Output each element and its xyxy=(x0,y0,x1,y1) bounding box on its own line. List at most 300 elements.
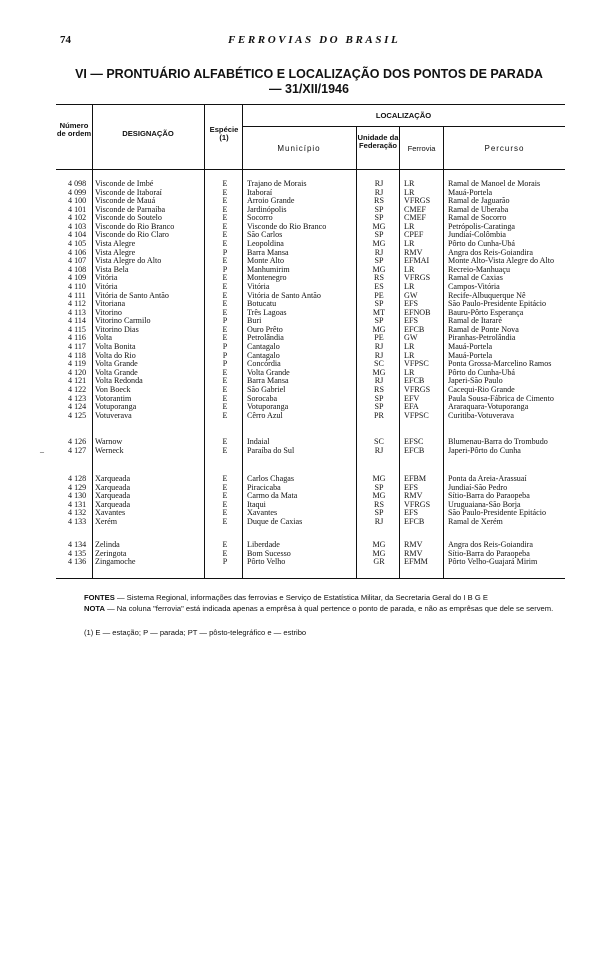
cell-percurso: Japeri-São Paulo xyxy=(448,376,503,386)
cell-uf: SP xyxy=(374,213,384,223)
cell-municipio: Visconde do Rio Branco xyxy=(247,221,327,231)
cell-ferrovia: EFA xyxy=(404,402,419,412)
cell-municipio: Vitória de Santo Antão xyxy=(247,290,321,300)
cell-municipio: Botucatu xyxy=(247,299,277,309)
cell-uf: MG xyxy=(372,221,386,231)
cell-percurso: Campos-Vitória xyxy=(448,281,500,291)
cell-especie: E xyxy=(222,333,228,343)
cell-uf: RJ xyxy=(374,187,384,197)
cell-especie: E xyxy=(222,367,228,377)
cell-municipio: Piracicaba xyxy=(247,482,281,492)
cell-designacao: Zeringota xyxy=(95,548,127,558)
cell-numero: 4 107 xyxy=(68,256,87,266)
cell-especie: E xyxy=(222,437,228,446)
table-row xyxy=(56,558,565,567)
cell-numero: 4 115 xyxy=(68,324,86,334)
cell-numero: 4 130 xyxy=(68,491,87,501)
cell-especie: E xyxy=(222,187,228,197)
cell-designacao: Xavantes xyxy=(95,508,126,518)
cell-designacao: Xarqueada xyxy=(95,474,131,483)
cell-uf: MG xyxy=(372,239,386,249)
cell-numero: 4 112 xyxy=(68,299,86,309)
section-title-line1: VI — PRONTUÁRIO ALFABÉTICO E LOCALIZAÇÃO DOS PONTOS DE PARADA xyxy=(75,67,543,81)
cell-especie: E xyxy=(222,393,228,403)
header-percurso: Percurso xyxy=(484,144,525,153)
cell-ferrovia: EFBM xyxy=(404,474,427,483)
cell-percurso: Bauru-Pôrto Esperança xyxy=(448,307,524,317)
cell-especie: P xyxy=(222,350,228,360)
cell-municipio: São Carlos xyxy=(247,230,283,240)
cell-percurso: Japeri-Pôrto do Cunha xyxy=(448,445,521,455)
cell-uf: RJ xyxy=(374,342,384,352)
cell-municipio: Barra Mansa xyxy=(247,376,289,386)
cell-percurso: Angra dos Reis-Goiandira xyxy=(448,247,533,257)
cell-municipio: Leopoldina xyxy=(247,239,284,249)
cell-uf: MG xyxy=(372,324,386,334)
cell-designacao: Vitória xyxy=(95,281,118,291)
cell-ferrovia: LR xyxy=(404,221,415,231)
cell-uf: MG xyxy=(372,264,386,274)
cell-numero: 4 131 xyxy=(68,499,87,509)
cell-ferrovia: CMEF xyxy=(404,213,427,223)
cell-municipio: Votuporanga xyxy=(247,402,289,412)
cell-uf: ES xyxy=(374,281,384,291)
cell-municipio: Carmo da Mata xyxy=(247,491,298,501)
cell-designacao: Vista Alegre xyxy=(95,239,136,249)
cell-uf: RJ xyxy=(374,350,384,360)
cell-designacao: Vista Alegre do Alto xyxy=(95,256,162,266)
cell-ferrovia: RMV xyxy=(404,491,423,501)
cell-municipio: Monte Alto xyxy=(247,256,285,266)
cell-numero: 4 120 xyxy=(68,367,87,377)
cell-municipio: Itaqui xyxy=(247,499,266,509)
note-legend: (1) E — estação; P — parada; PT — pôsto-telegráfico e — estribo xyxy=(84,628,307,637)
cell-ferrovia: RMV xyxy=(404,548,423,558)
cell-ferrovia: EFS xyxy=(404,508,418,518)
cell-municipio: Indaial xyxy=(247,437,270,446)
cell-municipio: Socorro xyxy=(247,213,273,223)
cell-uf: RS xyxy=(374,196,384,206)
cell-uf: RJ xyxy=(374,376,384,386)
cell-percurso: Ramal de Manoel de Morais xyxy=(448,179,541,188)
cell-percurso: Pôrto do Cunha-Ubá xyxy=(448,367,515,377)
cell-percurso: Mauá-Portela xyxy=(448,342,493,352)
cell-designacao: Visconde do Soutelo xyxy=(95,213,162,223)
cell-uf: MG xyxy=(372,367,386,377)
cell-ferrovia: EFS xyxy=(404,299,418,309)
cell-percurso: Piranhas-Petrolândia xyxy=(448,333,516,343)
cell-numero: 4 129 xyxy=(68,482,87,492)
cell-percurso: Araraquara-Votuporanga xyxy=(448,402,529,412)
cell-percurso: Petrópolis-Caratinga xyxy=(448,221,515,231)
table-bottom-rule xyxy=(56,578,565,579)
cell-numero: 4 106 xyxy=(68,247,87,257)
cell-municipio: Xavantes xyxy=(247,508,278,518)
cell-percurso: Angra dos Reis-Goiandira xyxy=(448,540,533,549)
cell-designacao: Werneck xyxy=(95,445,124,455)
cell-percurso: Sítio-Barra do Paraopeba xyxy=(448,548,530,558)
cell-especie: E xyxy=(222,299,228,309)
cell-especie: E xyxy=(222,384,228,394)
cell-uf: SP xyxy=(374,316,384,326)
cell-municipio: Arroio Grande xyxy=(247,196,295,206)
cell-uf: SP xyxy=(374,256,384,266)
cell-numero: 4 101 xyxy=(68,204,87,214)
cell-ferrovia: VFRGS xyxy=(404,384,431,394)
cell-numero: 4 116 xyxy=(68,333,86,343)
table-top-rule xyxy=(56,104,565,105)
cell-designacao: Votuporanga xyxy=(95,402,137,412)
cell-uf: PE xyxy=(374,333,384,343)
cell-municipio: São Gabriel xyxy=(247,384,286,394)
cell-ferrovia: EFCB xyxy=(404,324,425,334)
cell-municipio: Trajano de Morais xyxy=(247,179,307,188)
cell-percurso: Blumenau-Barra do Trombudo xyxy=(448,437,548,446)
cell-percurso: Ramal de Itararé xyxy=(448,316,502,326)
cell-municipio: Duque de Caxias xyxy=(247,516,303,526)
cell-municipio: Barra Mansa xyxy=(247,247,289,257)
header-designacao: DESIGNAÇÃO xyxy=(122,129,174,138)
cell-numero: 4 114 xyxy=(68,316,86,326)
note-nota-text: — Na coluna "ferrovia" está indicada apenas a emprêsa à qual pertence o ponto de parada, e não as emprêsas que dele se servem. xyxy=(107,604,554,613)
cell-uf: SP xyxy=(374,402,384,412)
cell-numero: 4 098 xyxy=(68,179,87,188)
cell-designacao: Visconde do Rio Branco xyxy=(95,221,175,231)
cell-uf: SP xyxy=(374,299,384,309)
cell-designacao: Vitoriana xyxy=(95,299,126,309)
cell-especie: E xyxy=(222,281,228,291)
header-uf: Unidade da Federação xyxy=(357,133,399,151)
cell-designacao: Volta Grande xyxy=(95,367,138,377)
note-fontes-text: — Sistema Regional, informações das ferrovias e Serviço de Estatística Militar, da Secretaria Geral do I B G E xyxy=(116,593,488,602)
cell-designacao: Vista Bela xyxy=(95,264,129,274)
cell-designacao: Visconde de Parnaíba xyxy=(95,204,166,214)
cell-uf: PR xyxy=(374,410,384,420)
cell-percurso: São Paulo-Presidente Epitácio xyxy=(448,508,547,518)
header-numero: Número de ordem xyxy=(56,121,92,139)
cell-numero: 4 126 xyxy=(68,437,87,446)
cell-designacao: Zelinda xyxy=(95,540,120,549)
cell-ferrovia: LR xyxy=(404,264,415,274)
cell-designacao: Vitória de Santo Antão xyxy=(95,290,169,300)
cell-numero: 4 121 xyxy=(68,376,87,386)
cell-designacao: Volta xyxy=(95,333,112,343)
cell-numero: 4 111 xyxy=(68,290,86,300)
cell-ferrovia: EFNOB xyxy=(404,307,431,317)
cell-numero: 4 123 xyxy=(68,393,87,403)
cell-especie: E xyxy=(222,410,228,420)
cell-designacao: Von Boeck xyxy=(95,384,131,394)
cell-percurso: Jundiaí-São Pedro xyxy=(448,482,508,492)
cell-municipio: Paraíba do Sul xyxy=(247,445,295,455)
cell-uf: SC xyxy=(374,359,384,369)
cell-percurso: Sítio-Barra do Paraopeba xyxy=(448,491,530,501)
data-table xyxy=(56,104,565,579)
cell-uf: RS xyxy=(374,384,384,394)
cell-municipio: Carlos Chagas xyxy=(247,474,294,483)
cell-numero: 4 124 xyxy=(68,402,87,412)
cell-uf: RS xyxy=(374,499,384,509)
cell-designacao: Vitorino Carmilo xyxy=(95,316,151,326)
cell-uf: MG xyxy=(372,474,386,483)
table-row xyxy=(56,447,565,456)
cell-designacao: Vista Alegre xyxy=(95,247,136,257)
cell-numero: 4 133 xyxy=(68,516,87,526)
cell-percurso: Jundiaí-Colômbia xyxy=(448,230,506,240)
cell-ferrovia: VFRGS xyxy=(404,273,431,283)
cell-especie: E xyxy=(222,508,228,518)
cell-numero: 4 136 xyxy=(68,557,87,567)
cell-percurso: Ramal de Socorro xyxy=(448,213,507,223)
cell-municipio: Jardinópolis xyxy=(247,204,287,214)
cell-municipio: Vitória xyxy=(247,281,270,291)
cell-ferrovia: LR xyxy=(404,350,415,360)
cell-municipio: Cantagalo xyxy=(247,350,280,360)
cell-municipio: Liberdade xyxy=(247,540,280,549)
cell-uf: RS xyxy=(374,273,384,283)
header-municipio: Município xyxy=(277,144,321,153)
cell-numero: 4 119 xyxy=(68,359,86,369)
cell-ferrovia: CMEF xyxy=(404,204,427,214)
cell-municipio: Buri xyxy=(247,316,262,326)
cell-numero: 4 099 xyxy=(68,187,87,197)
cell-uf: RJ xyxy=(374,445,384,455)
cell-ferrovia: CPEF xyxy=(404,230,424,240)
cell-ferrovia: EFCB xyxy=(404,445,425,455)
cell-designacao: Visconde de Mauá xyxy=(95,196,156,206)
cell-especie: E xyxy=(222,491,228,501)
header-especie: Espécie (1) xyxy=(209,125,239,143)
localizacao-rule xyxy=(242,126,565,127)
cell-percurso: Paula Sousa-Fábrica de Cimento xyxy=(448,393,554,403)
cell-numero: 4 117 xyxy=(68,342,86,352)
cell-uf: SP xyxy=(374,204,384,214)
cell-especie: E xyxy=(222,230,228,240)
cell-especie: E xyxy=(222,482,228,492)
cell-designacao: Zingamoche xyxy=(95,557,136,567)
cell-uf: SP xyxy=(374,508,384,518)
cell-ferrovia: EFMAI xyxy=(404,256,430,266)
cell-especie: E xyxy=(222,179,228,188)
cell-municipio: Montenegro xyxy=(247,273,287,283)
cell-numero: 4 100 xyxy=(68,196,87,206)
cell-especie: P xyxy=(222,316,228,326)
cell-numero: 4 102 xyxy=(68,213,87,223)
cell-designacao: Visconde de Itaboraí xyxy=(95,187,162,197)
cell-ferrovia: EFCB xyxy=(404,376,425,386)
cell-numero: 4 128 xyxy=(68,474,87,483)
cell-uf: RJ xyxy=(374,179,384,188)
cell-especie: E xyxy=(222,376,228,386)
cell-especie: E xyxy=(222,256,228,266)
cell-ferrovia: LR xyxy=(404,367,415,377)
cell-percurso: Uruguaiana-São Borja xyxy=(448,499,521,509)
cell-ferrovia: LR xyxy=(404,179,415,188)
cell-especie: P xyxy=(222,264,228,274)
cell-especie: E xyxy=(222,221,228,231)
cell-uf: GR xyxy=(373,557,385,567)
cell-numero: 4 125 xyxy=(68,410,87,420)
cell-percurso: Mauá-Portela xyxy=(448,187,493,197)
page-number: 74 xyxy=(60,34,71,46)
header-localizacao: LOCALIZAÇÃO xyxy=(375,111,432,120)
cell-numero: 4 109 xyxy=(68,273,87,283)
cell-percurso: Ramal de Uberaba xyxy=(448,204,509,214)
cell-designacao: Votorantim xyxy=(95,393,132,403)
note-fontes xyxy=(84,593,488,603)
cell-especie: E xyxy=(222,516,228,526)
cell-municipio: Bom Sucesso xyxy=(247,548,291,558)
cell-municipio: Itaboraí xyxy=(247,187,273,197)
note-fontes-label: FONTES xyxy=(84,593,115,602)
cell-designacao: Volta do Rio xyxy=(95,350,136,360)
cell-designacao: Volta Redonda xyxy=(95,376,143,386)
cell-ferrovia: VFRGS xyxy=(404,499,431,509)
cell-uf: RJ xyxy=(374,247,384,257)
cell-numero: 4 108 xyxy=(68,264,87,274)
cell-especie: E xyxy=(222,324,228,334)
cell-uf: SP xyxy=(374,230,384,240)
cell-designacao: Vitorino xyxy=(95,307,122,317)
cell-ferrovia: VFPSC xyxy=(404,359,429,369)
cell-especie: E xyxy=(222,196,228,206)
cell-ferrovia: VFRGS xyxy=(404,196,431,206)
table-row xyxy=(56,412,565,421)
note-nota xyxy=(84,604,564,614)
cell-especie: E xyxy=(222,548,228,558)
cell-especie: P xyxy=(222,247,228,257)
cell-municipio: Petrolândia xyxy=(247,333,284,343)
cell-ferrovia: EFCB xyxy=(404,516,425,526)
cell-numero: 4 135 xyxy=(68,548,87,558)
cell-designacao: Warnow xyxy=(95,437,123,446)
cell-percurso: São Paulo-Presidente Epitácio xyxy=(448,299,547,309)
cell-numero: 4 127 xyxy=(68,445,87,455)
cell-designacao: Volta Bonita xyxy=(95,342,136,352)
cell-ferrovia: RMV xyxy=(404,540,423,549)
cell-especie: E xyxy=(222,445,228,455)
cell-uf: MT xyxy=(372,307,386,317)
header-bottom-rule xyxy=(56,169,565,170)
cell-percurso: Curitiba-Votuverava xyxy=(448,410,514,420)
cell-numero: 4 113 xyxy=(68,307,86,317)
cell-designacao: Vitória xyxy=(95,273,118,283)
cell-percurso: Recife-Albuquerque Nê xyxy=(448,290,526,300)
cell-uf: PE xyxy=(374,290,384,300)
cell-especie: E xyxy=(222,204,228,214)
cell-numero: 4 122 xyxy=(68,384,87,394)
cell-percurso: Ramal de Xerém xyxy=(448,516,503,526)
table-row xyxy=(56,518,565,527)
cell-ferrovia: LR xyxy=(404,342,415,352)
cell-designacao: Visconde de Imbé xyxy=(95,179,154,188)
cell-numero: 4 104 xyxy=(68,230,87,240)
cell-ferrovia: GW xyxy=(404,333,418,343)
cell-ferrovia: EFSC xyxy=(404,437,424,446)
cell-municipio: Concórdia xyxy=(247,359,281,369)
cell-percurso: Mauá-Portela xyxy=(448,350,493,360)
cell-especie: P xyxy=(222,557,228,567)
cell-ferrovia: GW xyxy=(404,290,418,300)
cell-municipio: Cantagalo xyxy=(247,342,280,352)
cell-uf: SC xyxy=(374,437,384,446)
cell-numero: 4 110 xyxy=(68,281,86,291)
cell-percurso: Monte Alto-Vista Alegre do Alto xyxy=(448,256,555,266)
cell-especie: E xyxy=(222,213,228,223)
cell-municipio: Pôrto Velho xyxy=(247,557,286,567)
header-ferrovia: Ferrovia xyxy=(407,144,436,153)
cell-ferrovia: RMV xyxy=(404,247,423,257)
cell-designacao: Xarqueada xyxy=(95,482,131,492)
cell-percurso: Pôrto Velho-Guajará Mirim xyxy=(448,557,538,567)
cell-numero: 4 103 xyxy=(68,221,87,231)
cell-municipio: Cêrro Azul xyxy=(247,410,283,420)
cell-ferrovia: EFS xyxy=(404,482,418,492)
cell-municipio: Sorocaba xyxy=(247,393,278,403)
cell-ferrovia: EFS xyxy=(404,316,418,326)
cell-percurso: Ramal de Ponte Nova xyxy=(448,324,519,334)
cell-municipio: Três Lagoas xyxy=(247,307,287,317)
cell-percurso: Ramal de Jaguarão xyxy=(448,196,510,206)
cell-uf: SP xyxy=(374,393,384,403)
cell-designacao: Xarqueada xyxy=(95,499,131,509)
cell-designacao: Vitorino Dias xyxy=(95,324,139,334)
cell-ferrovia: EFV xyxy=(404,393,420,403)
cell-designacao: Xerém xyxy=(95,516,118,526)
cell-especie: E xyxy=(222,499,228,509)
note-nota-label: NOTA xyxy=(84,604,105,613)
cell-especie: E xyxy=(222,290,228,300)
cell-ferrovia: LR xyxy=(404,187,415,197)
cell-designacao: Votuverava xyxy=(95,410,132,420)
cell-percurso: Cacequi-Rio Grande xyxy=(448,384,515,394)
cell-ferrovia: VFPSC xyxy=(404,410,429,420)
cell-uf: SP xyxy=(374,482,384,492)
cell-designacao: Visconde do Rio Claro xyxy=(95,230,169,240)
cell-especie: E xyxy=(222,239,228,249)
cell-uf: RJ xyxy=(374,516,384,526)
cell-municipio: Volta Grande xyxy=(247,367,290,377)
cell-numero: 4 105 xyxy=(68,239,87,249)
cell-percurso: Ponta Grossa-Marcelino Ramos xyxy=(448,359,552,369)
cell-percurso: Ramal de Caxias xyxy=(448,273,503,283)
cell-uf: MG xyxy=(372,548,386,558)
cell-numero: 4 134 xyxy=(68,540,87,549)
cell-uf: MG xyxy=(372,540,386,549)
section-title-line2: — 31/XII/1946 xyxy=(269,82,349,96)
cell-especie: E xyxy=(222,273,228,283)
cell-percurso: Pôrto do Cunha-Ubá xyxy=(448,239,515,249)
margin-dash: – xyxy=(40,447,44,456)
cell-ferrovia: LR xyxy=(404,239,415,249)
cell-percurso: Ponta da Areia-Arassuaí xyxy=(448,474,527,483)
cell-municipio: Manhumirim xyxy=(247,264,290,274)
cell-designacao: Volta Grande xyxy=(95,359,138,369)
cell-ferrovia: LR xyxy=(404,281,415,291)
running-title: FERROVIAS DO BRASIL xyxy=(228,34,401,46)
cell-especie: E xyxy=(222,474,228,483)
cell-especie: P xyxy=(222,359,228,369)
cell-numero: 4 132 xyxy=(68,508,87,518)
cell-uf: MG xyxy=(372,491,386,501)
cell-especie: P xyxy=(222,342,228,352)
cell-especie: E xyxy=(222,540,228,549)
cell-municipio: Ouro Prêto xyxy=(247,324,283,334)
cell-ferrovia: EFMM xyxy=(404,557,428,567)
cell-percurso: Recreio-Manhuaçu xyxy=(448,264,511,274)
cell-designacao: Xarqueada xyxy=(95,491,131,501)
cell-especie: E xyxy=(222,307,228,317)
